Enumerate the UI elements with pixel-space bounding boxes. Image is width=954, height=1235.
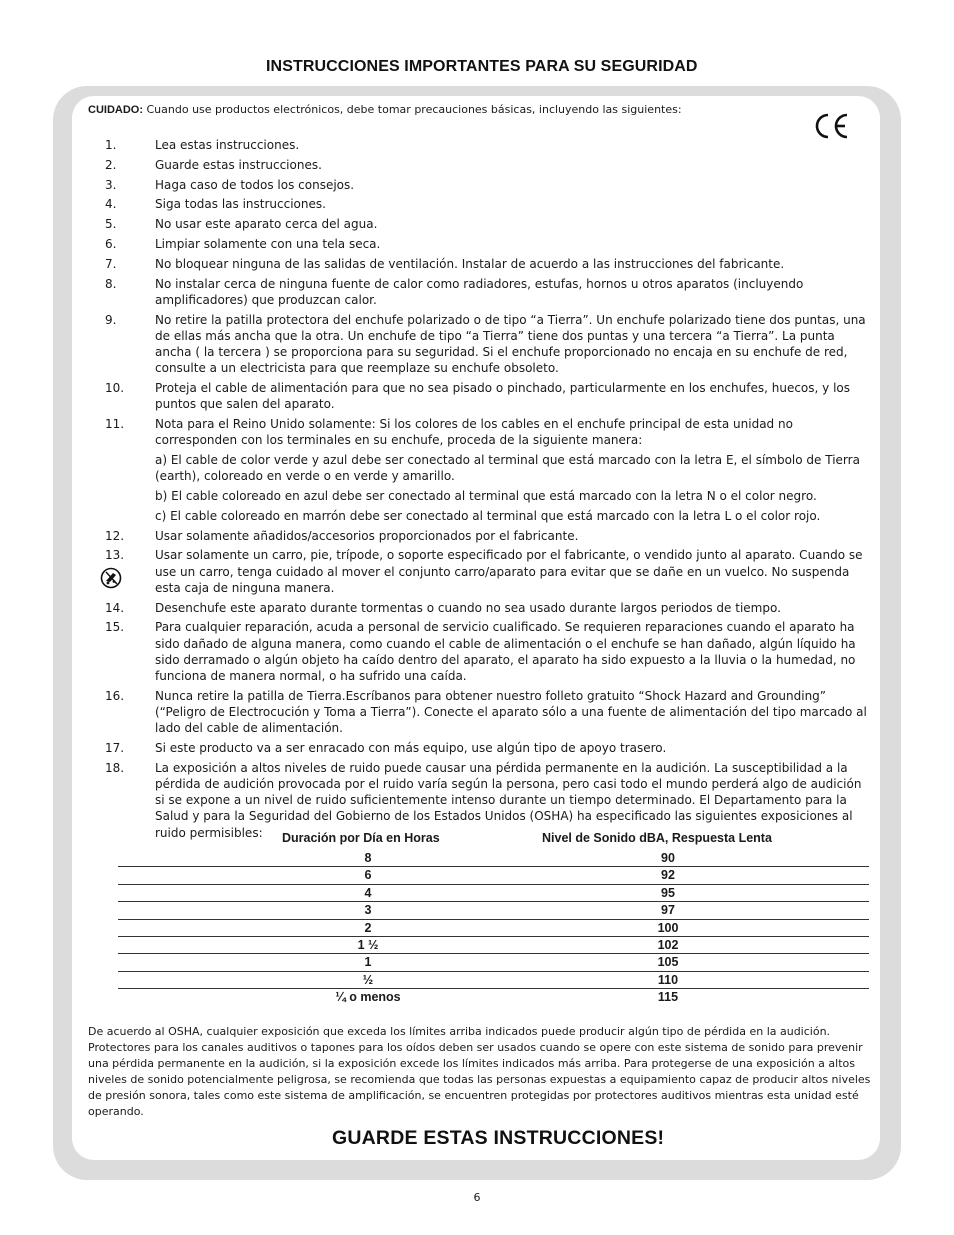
page-number: 6 (473, 1191, 481, 1204)
item-text: No retire la patilla protectora del enchufe polarizado o de tipo “a Tierra”. Un enchufe polarizado tiene dos puntas, una de ellas más ancha que la otra. Un enchufe de tipo “a Tierra” tiene dos puntas y una tercera “a Tierra”. La punta ancha ( la tercera ) se proporciona para su seguridad. Si el enchufe proporcionado no encaja en su enchufe de red, consulte a un electricista para que reemplaze su enchufe obsoleto. (155, 312, 866, 376)
item-number: 5. (105, 217, 117, 232)
list-item (88, 157, 868, 173)
sub-item: a) El cable de color verde y azul debe ser conectado al terminal que está marcado con la letra E, el símbolo de Tierra (earth), coloreado en verde o en verde y amarillo. (155, 452, 860, 484)
list-item (88, 196, 868, 212)
duration-cell: 8 (364, 851, 372, 865)
duration-cell: ½ (362, 972, 374, 987)
duration-cell: 6 (364, 868, 372, 883)
list-item (88, 177, 868, 193)
item-number: 12. (105, 528, 125, 543)
caution-line (88, 103, 682, 117)
table-row (118, 885, 869, 902)
item-text: Lea estas instrucciones. (155, 138, 300, 152)
item-number: 14. (105, 600, 125, 615)
item-number: 2. (105, 157, 117, 172)
page-title: INSTRUCCIONES IMPORTANTES PARA SU SEGURIDAD (266, 58, 698, 75)
level-cell: 110 (657, 972, 679, 987)
table-row (118, 850, 869, 867)
table-row (118, 937, 869, 954)
list-item (88, 137, 868, 153)
closing-heading: GUARDE ESTAS INSTRUCCIONES! (332, 1127, 665, 1149)
list-item (88, 312, 868, 377)
list-item (88, 547, 868, 596)
sub-item: c) El cable coloreado en marrón debe ser conectado al terminal que está marcado con la letra L o el color rojo. (155, 508, 821, 523)
list-item (88, 416, 868, 448)
item-text: La exposición a altos niveles de ruido puede causar una pérdida permanente en la audición. La susceptibilidad a la pérdida de audición provocada por el ruido varía según la persona, pero casi todo el mundo perderá algo de audición si se expone a un nivel de ruido suficientemente intenso durante un tiempo determinado. El Departamento para la Salud y para la Seguridad del Gobierno de los Estados Unidos (OSHA) ha especificado las siguientes exposiciones al ruido permisibles: (155, 760, 862, 840)
table-header (118, 831, 869, 850)
item-text: Limpiar solamente con una tela seca. (155, 236, 381, 251)
table-row (118, 972, 869, 989)
item-number: 7. (105, 256, 117, 271)
item-text: Guarde estas instrucciones. (155, 157, 322, 172)
level-cell: 92 (661, 868, 675, 883)
list-item (88, 256, 868, 272)
item-number: 6. (105, 236, 117, 251)
item-number: 15. (105, 620, 125, 635)
list-item (88, 216, 868, 232)
column-header-duration: Duración por Día en Horas (282, 831, 440, 845)
level-cell: 115 (657, 990, 679, 1005)
duration-cell: 3 (364, 903, 372, 918)
item-number: 18. (105, 760, 125, 775)
sub-item: b) El cable coloreado en azul debe ser conectado al terminal que está marcado con la letra N o el color negro. (155, 488, 817, 503)
item-number: 11. (105, 416, 125, 431)
item-number: 4. (105, 197, 117, 212)
item-number: 16. (105, 688, 125, 703)
caution-label: CUIDADO: (88, 104, 143, 116)
table-row (118, 867, 869, 884)
level-cell: 90 (661, 851, 675, 865)
level-cell: 100 (657, 920, 679, 935)
item-number: 8. (105, 276, 117, 291)
item-text: Nota para el Reino Unido solamente: Si los colores de los cables en el enchufe principal de esta unidad no corresponden con los terminales en su enchufe, proceda de la siguiente manera: (155, 416, 793, 448)
list-item (88, 688, 868, 737)
list-item (88, 740, 868, 756)
noise-exposure-table (118, 831, 869, 1007)
duration-cell: 1 (364, 955, 372, 970)
item-text: No instalar cerca de ninguna fuente de calor como radiadores, estufas, hornos u otros aparatos (incluyendo amplificadores) que produzcan calor. (155, 276, 804, 307)
item-text: Usar solamente añadidos/accesorios proporcionados por el fabricante. (155, 528, 579, 543)
item-number: 17. (105, 740, 125, 755)
list-item (88, 236, 868, 252)
item-text: Para cualquier reparación, acuda a personal de servicio cualificado. Se requieren reparaciones cuando el aparato ha sido dañado de alguna manera, como cuando el cable de alimentación o el enchufe se han dañado, algún líquido ha sido derramado o algún objeto ha caído dentro del aparato, el aparato ha sido expuesto a la lluvia o la humedad, no funciona de manera normal, o ha sufrido una caída. (155, 620, 856, 683)
item-number: 13. (105, 548, 125, 563)
list-item (88, 380, 868, 412)
item-text: Siga todas las instrucciones. (155, 197, 326, 212)
cart-warning-icon (100, 567, 122, 589)
item-text: Haga caso de todos los consejos. (155, 177, 355, 192)
item-text: No usar este aparato cerca del agua. (155, 217, 378, 232)
duration-cell: ¼ o menos (335, 990, 401, 1005)
level-cell: 95 (661, 885, 675, 900)
column-header-sound-level: Nivel de Sonido dBA, Respuesta Lenta (542, 831, 772, 845)
item-text: No bloquear ninguna de las salidas de ventilación. Instalar de acuerdo a las instrucciones del fabricante. (155, 256, 785, 271)
item-number: 1. (105, 138, 117, 152)
table-row (118, 989, 869, 1006)
list-item (88, 619, 868, 684)
level-cell: 102 (657, 937, 679, 952)
caution-text: Cuando use productos electrónicos, debe tomar precauciones básicas, incluyendo las siguientes: (146, 103, 682, 116)
list-item (88, 760, 868, 841)
level-cell: 97 (661, 903, 675, 918)
item-number: 9. (105, 312, 117, 327)
item-text: Nunca retire la patilla de Tierra.Escríbanos para obtener nuestro folleto gratuito “Shock Hazard and Grounding” (“Peligro de Electrocución y Toma a Tierra”). Conecte el aparato sólo a una fuente de alimentación del tipo marcado al lado del cable de alimentación. (155, 688, 867, 736)
list-item (88, 528, 868, 544)
table-row (118, 954, 869, 971)
list-item (88, 600, 868, 616)
table-row (118, 920, 869, 937)
item-text: Si este producto va a ser enracado con más equipo, use algún tipo de apoyo trasero. (155, 740, 667, 755)
table-row (118, 902, 869, 919)
duration-cell: 2 (364, 920, 372, 935)
item-number: 10. (105, 380, 125, 395)
duration-cell: 4 (364, 885, 372, 900)
item-number: 3. (105, 177, 117, 192)
level-cell: 105 (657, 955, 679, 970)
osha-paragraph: De acuerdo al OSHA, cualquier exposición que exceda los límites arriba indicados puede producir algún tipo de pérdida en la audición. Protectores para los canales auditivos o tapones para los oídos deben ser usados cuando se opere con este sistema de sonido para prevenir una pérdida permanente en la audición, si la exposición excede los límites indicados más arriba. Para protegerse de una exposición a altos niveles de sonido potencialmente peligrosa, se recomienda que todas las personas expuestas a equipamiento capaz de producir altos niveles de presión sonora, tales como este sistema de amplificación, se encuentren protegidas por protectores auditivos mientras esta unidad esté operando. (88, 1025, 871, 1118)
item-text: Desenchufe este aparato durante tormentas o cuando no sea usado durante largos periodos de tiempo. (155, 600, 781, 615)
instruction-list (88, 137, 868, 844)
item-text: Usar solamente un carro, pie, trípode, o soporte especificado por el fabricante, o vendido junto al aparato. Cuando se use un carro, tenga cuidado al mover el conjunto carro/aparato para evitar que se dañe en un vuelco. No suspenda esta caja de ninguna manera. (155, 548, 863, 595)
item-text: Proteja el cable de alimentación para que no sea pisado o pinchado, particularmente en los enchufes, huecos, y los puntos que salen del aparato. (155, 380, 850, 412)
list-item (88, 276, 868, 308)
duration-cell: 1 ½ (357, 937, 379, 952)
